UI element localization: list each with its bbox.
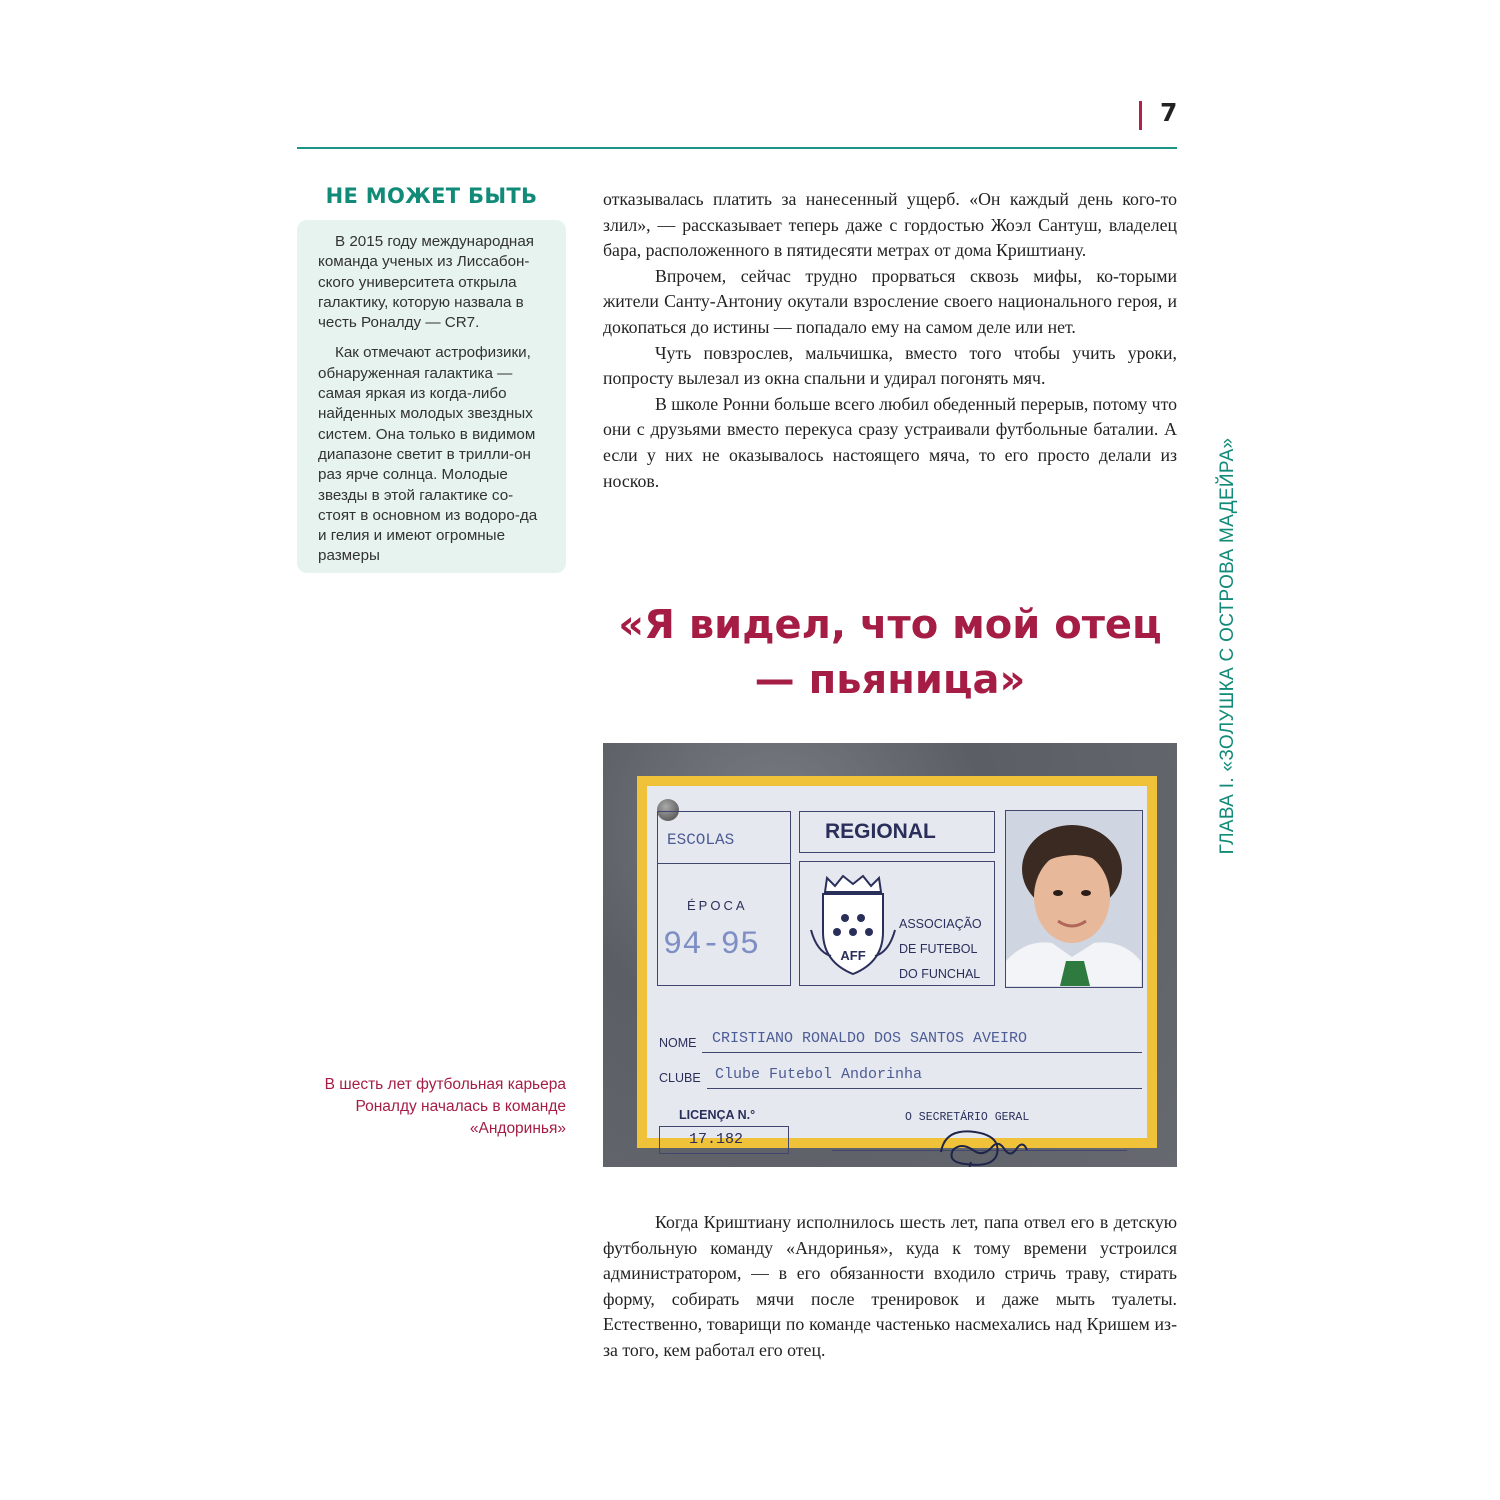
license-card	[637, 776, 1157, 1148]
body-paragraph: отказывалась платить за нанесенный ущерб. «Он каждый день кого-то злил», — рассказывает теперь даже с гордостью Жоэл Сантуш, владелец бара, расположенного в пятидесяти метрах от дома Криштиану.	[603, 189, 1177, 261]
nome-value: CRISTIANO RONALDO DOS SANTOS AVEIRO	[712, 1030, 1028, 1047]
sidebar-title: НЕ МОЖЕТ БЫТЬ	[325, 184, 538, 208]
body-paragraph: Когда Криштиану исполнилось шесть лет, папа отвел его в детскую футбольную команду «Андоринья», куда к тому времени устроился администратором, — в его обязанности входило стричь траву, стирать форму, собирать мячи после тренировок и даже мыть туалеты. Естественно, товарищи по команде частенько насмехались над Кришем из-за того, кем работал его отец.	[603, 1212, 1177, 1360]
page-number-divider	[1139, 101, 1142, 130]
escolas-text: ESCOLAS	[667, 831, 735, 849]
player-portrait	[1005, 810, 1143, 988]
divider-line	[657, 863, 791, 864]
signature-icon	[927, 1120, 1047, 1167]
license-card-photo	[603, 743, 1177, 1167]
nome-line	[702, 1052, 1142, 1053]
licenca-value: 17.182	[689, 1131, 744, 1148]
licenca-label: LICENÇA N.°	[679, 1108, 756, 1122]
nome-label: NOME	[659, 1036, 697, 1050]
regional-label: REGIONAL	[825, 820, 936, 843]
secretario-label: O SECRETÁRIO GERAL	[905, 1111, 1030, 1124]
association-line: DE FUTEBOL	[899, 942, 978, 956]
association-line: ASSOCIAÇÃO	[899, 917, 982, 931]
association-name	[899, 912, 982, 987]
chapter-tab	[1213, 437, 1243, 855]
clube-value: Clube Futebol Andorinha	[715, 1066, 923, 1083]
chapter-tab-label: ГЛАВА I. «ЗОЛУШКА С ОСТРОВА МАДЕЙРА»	[1217, 437, 1238, 855]
main-text-bottom	[603, 1210, 1177, 1364]
pull-quote: «Я видел, что мой отец — пьяница»	[618, 602, 1162, 703]
sidebar-paragraph: Как отмечают астрофизики, обнаруженная галактика — самая яркая из когда-либо найденных молодых звездных систем. Она только в видимом диапазоне светит в трилли-он раз ярче солнца. Молодые звезды в этой галактике со-стоят в основном из водоро-да и гелия и имеют огромные размеры	[318, 344, 538, 565]
sidebar-box	[297, 220, 566, 573]
crest-icon	[809, 870, 897, 978]
photo-caption: В шесть лет футбольная карьера Роналду началась в команде «Андоринья»	[324, 1076, 566, 1137]
body-paragraph: Впрочем, сейчас трудно прорваться сквозь мифы, ко-торыми жители Санту-Антониу окутали взросление своего национального героя, и докопаться до истины — попадало ему на самом деле или нет.	[603, 265, 1177, 337]
body-paragraph: Чуть повзрослев, мальчишка, вместо того чтобы учить уроки, попросту вылезал из окна спальни и удирал погонять мяч.	[603, 342, 1177, 389]
crest-letters: AFF	[840, 948, 866, 963]
association-line: DO FUNCHAL	[899, 967, 981, 981]
sidebar-paragraph: В 2015 году международная команда ученых из Лиссабон-ского университета открыла галактику, которую назвала в честь Роналду — CR7.	[318, 233, 534, 332]
header-rule	[297, 147, 1177, 149]
main-text-top	[603, 187, 1177, 494]
clube-line	[707, 1088, 1142, 1089]
body-paragraph: В школе Ронни больше всего любил обеденный перерыв, потому что они с друзьями вместо перекуса сразу устраивали футбольные баталии. А если у них не оказывалось настоящего мяча, то его просто делали из носков.	[603, 393, 1177, 491]
license-card-inner	[647, 786, 1147, 1148]
epoca-label: ÉPOCA	[687, 898, 748, 913]
epoca-value: 94-95	[663, 926, 760, 963]
page-number: 7	[1160, 98, 1178, 127]
clube-label: CLUBE	[659, 1071, 701, 1085]
